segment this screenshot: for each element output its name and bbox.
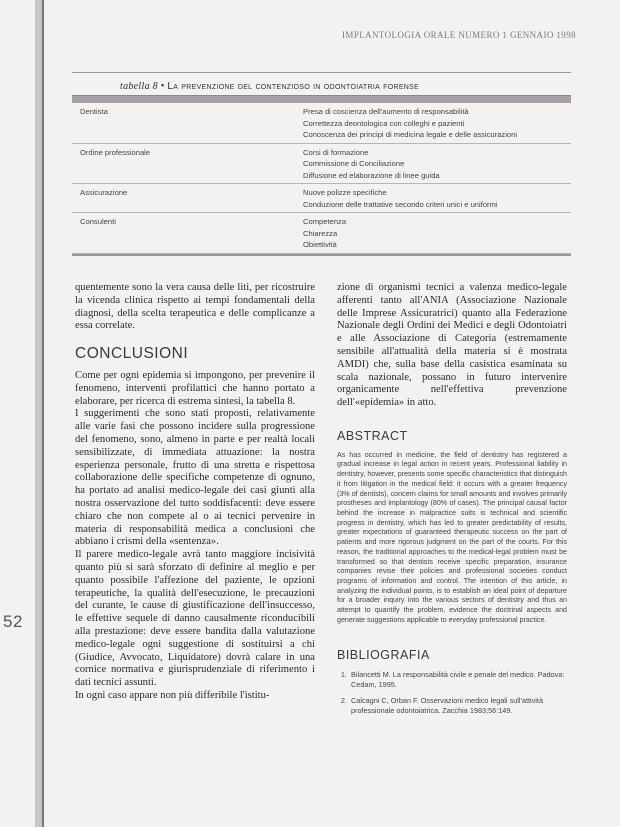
table-cell-item: Nuove polizze specifiche (303, 188, 387, 197)
table-cell-item: Corsi di formazione (303, 147, 369, 157)
bibliography-entry: 2. Calcagni C, Orban F. Osservazioni medico legali sull'attività professionale odontoiatrica. Zacchia 1983;56:149. (349, 696, 567, 716)
bibliography-title: BIBLIOGRAFIA (337, 648, 430, 663)
table-cell-item: Conoscenza dei principi di medicina legale e delle assicurazioni (303, 130, 518, 139)
table-cell-item: Obiettività (303, 240, 337, 249)
table-cell-item: Chiarezza (303, 228, 338, 238)
table-row (72, 143, 571, 184)
table-cell-item: Correttezza deontologica con colleghi e pazienti (303, 118, 465, 128)
left-column (75, 282, 315, 703)
body-paragraph: I suggerimenti che sono stati proposti, relativamente alle varie fasi che possono incidere sulla progressione del fenomeno, sono, almeno in parte e per realtà locali sensibilizzate, di immediata attuazione: la nostra esperienza personale, frutto di una stretta e rispettosa collaborazione delle specifiche competenze di ognuno, ha portato ad analisi medico-legale dei casi giunti alla nostra osservazione del tutto soddisfacenti: deve essere chiaro che non compete al o ai tecnici pervenire in materia di responsabilità medica a conclusioni che abbiano i crismi della «sentenza». (75, 408, 315, 548)
table-cell-item: Presa di coscienza dell'aumento di responsabilità (303, 107, 469, 116)
table-row-items (295, 103, 571, 143)
running-head: IMPLANTOLOGIA ORALE NUMERO 1 GENNAIO 1998 (342, 30, 576, 40)
table-bottom-rule (72, 254, 571, 256)
table-row-category: Consulenti (72, 213, 295, 254)
body-paragraph: Il parere medico-legale avrà tanto maggiore incisività quanto più si sarà sforzato di definire al meglio e per quanto possibile l'affezione del paziente, le opzioni terapeutiche, la qualità dell'esecuzione, le precauzioni del curante, le cause di giustificazione dell'insuccesso, le effettive sequele di danno causalmente riconducibili alla prestazione: deve essere bandita dalla valutazione medico-legale ogni suggestione di sostituirsi a chi (Giudice, Avvocato, Liquidatore) dovrà calare in una cornice normativa e giurisprudenziale di riferimento i dati tecnici assunti. (75, 549, 315, 689)
table-cell-item: Competenza (303, 217, 347, 226)
page-number: 52 (3, 612, 23, 631)
body-paragraph: quentemente sono la vera causa delle liti, per ricostruire la vicenda clinica rispetto ai tempi fondamentali della diagnosi, della scelta terapeutica e delle complicanze a essa correlate. (75, 282, 315, 332)
bibliography-entry: 1. Bilancetti M. La responsabilità civile e penale del medico. Padova: Cedam, 1995. (349, 670, 567, 690)
page-margin-rule (42, 0, 44, 827)
table-cell-item: Diffusione ed elaborazione di linee guida (303, 170, 440, 180)
table-title: La prevenzione del contenzioso in odontoiatria forense (167, 81, 420, 92)
table-8 (72, 72, 571, 256)
body-paragraph: In ogni caso appare non più differibile l'istitu- (75, 689, 270, 701)
table-row (72, 213, 571, 254)
table-header-bar (72, 95, 571, 103)
table-cell-item: Conduzione delle trattative secondo criteri unici e uniformi (303, 199, 498, 209)
table-row-category: Dentista (72, 103, 295, 143)
body-paragraph: Come per ogni epidemia si impongono, per prevenire il fenomeno, interventi profilattici che hanno portato a elaborare, per ricerca di estrema sintesi, la tabella 8. (75, 369, 315, 407)
table-row (72, 103, 571, 143)
table-label: tabella 8 • (120, 81, 165, 92)
bibliography-list (337, 670, 567, 716)
table-row-category: Ordine professionale (72, 143, 295, 184)
table-row-items (295, 213, 571, 254)
table-row-items (295, 184, 571, 213)
body-paragraph: zione di organismi tecnici a valenza medico-legale afferenti tanto all'ANIA (Associazione Nazionale delle Imprese Assicuratrici) quanto alla Federazione Nazionale degli Ordini dei Medici e degli Odontoiatri e alle Associazione di Categoria (estremamente sensibile all'attualità della materia si è mostrata AMDI) che, sulla base della casistica esaminata su scala nazionale, possano in futuro intervenire organicamente nell'effettiva prevenzione dell'«epidemia» in atto. (337, 282, 567, 409)
abstract-title: ABSTRACT (337, 428, 408, 443)
table-row (72, 184, 571, 213)
table-top-rule (72, 72, 571, 73)
table-caption (72, 81, 571, 95)
table-row-items (295, 143, 571, 184)
abstract-text: As has occurred in medicine, the field of dentistry has registered a gradual increase in legal action in recent years. Professional liability in dentistry, however, presents some specific characteristics that distinguish it from litigation in the medical field: it occurs with a greater frequency (3% of dentists), concern claims for small amounts and involves primarily prostheses and implantology (80% of cases). The principal causal factor behind the increase in malpractice suits is technical and scientific progress in dentistry, which has led to greater predictability of results, greater expectations of guaranteed therapeutic success on the part of patients and more rigorous judgment on the part of the courts. For this reason, the traditional approaches to the medical-legal problem must be transformed so that dentists receive specific preparation, insurance companies revise their policies and professional societies conduct programs of information and control. The intention of this article, in analyzing the individual points, is to establish an ideal point of departure for a broader inquiry into the various sectors of dentistry and thus an attempt to quantify the problem, evidence the doctrinal aspects and generate suggestions applicable to everyday professional practice. (337, 450, 567, 624)
section-title-conclusioni: CONCLUSIONI (75, 345, 189, 363)
table-cell-item: Commissione di Conciliazione (303, 159, 405, 168)
right-column (337, 282, 567, 722)
table-body (72, 103, 571, 254)
table-row-category: Assicurazione (72, 184, 295, 213)
